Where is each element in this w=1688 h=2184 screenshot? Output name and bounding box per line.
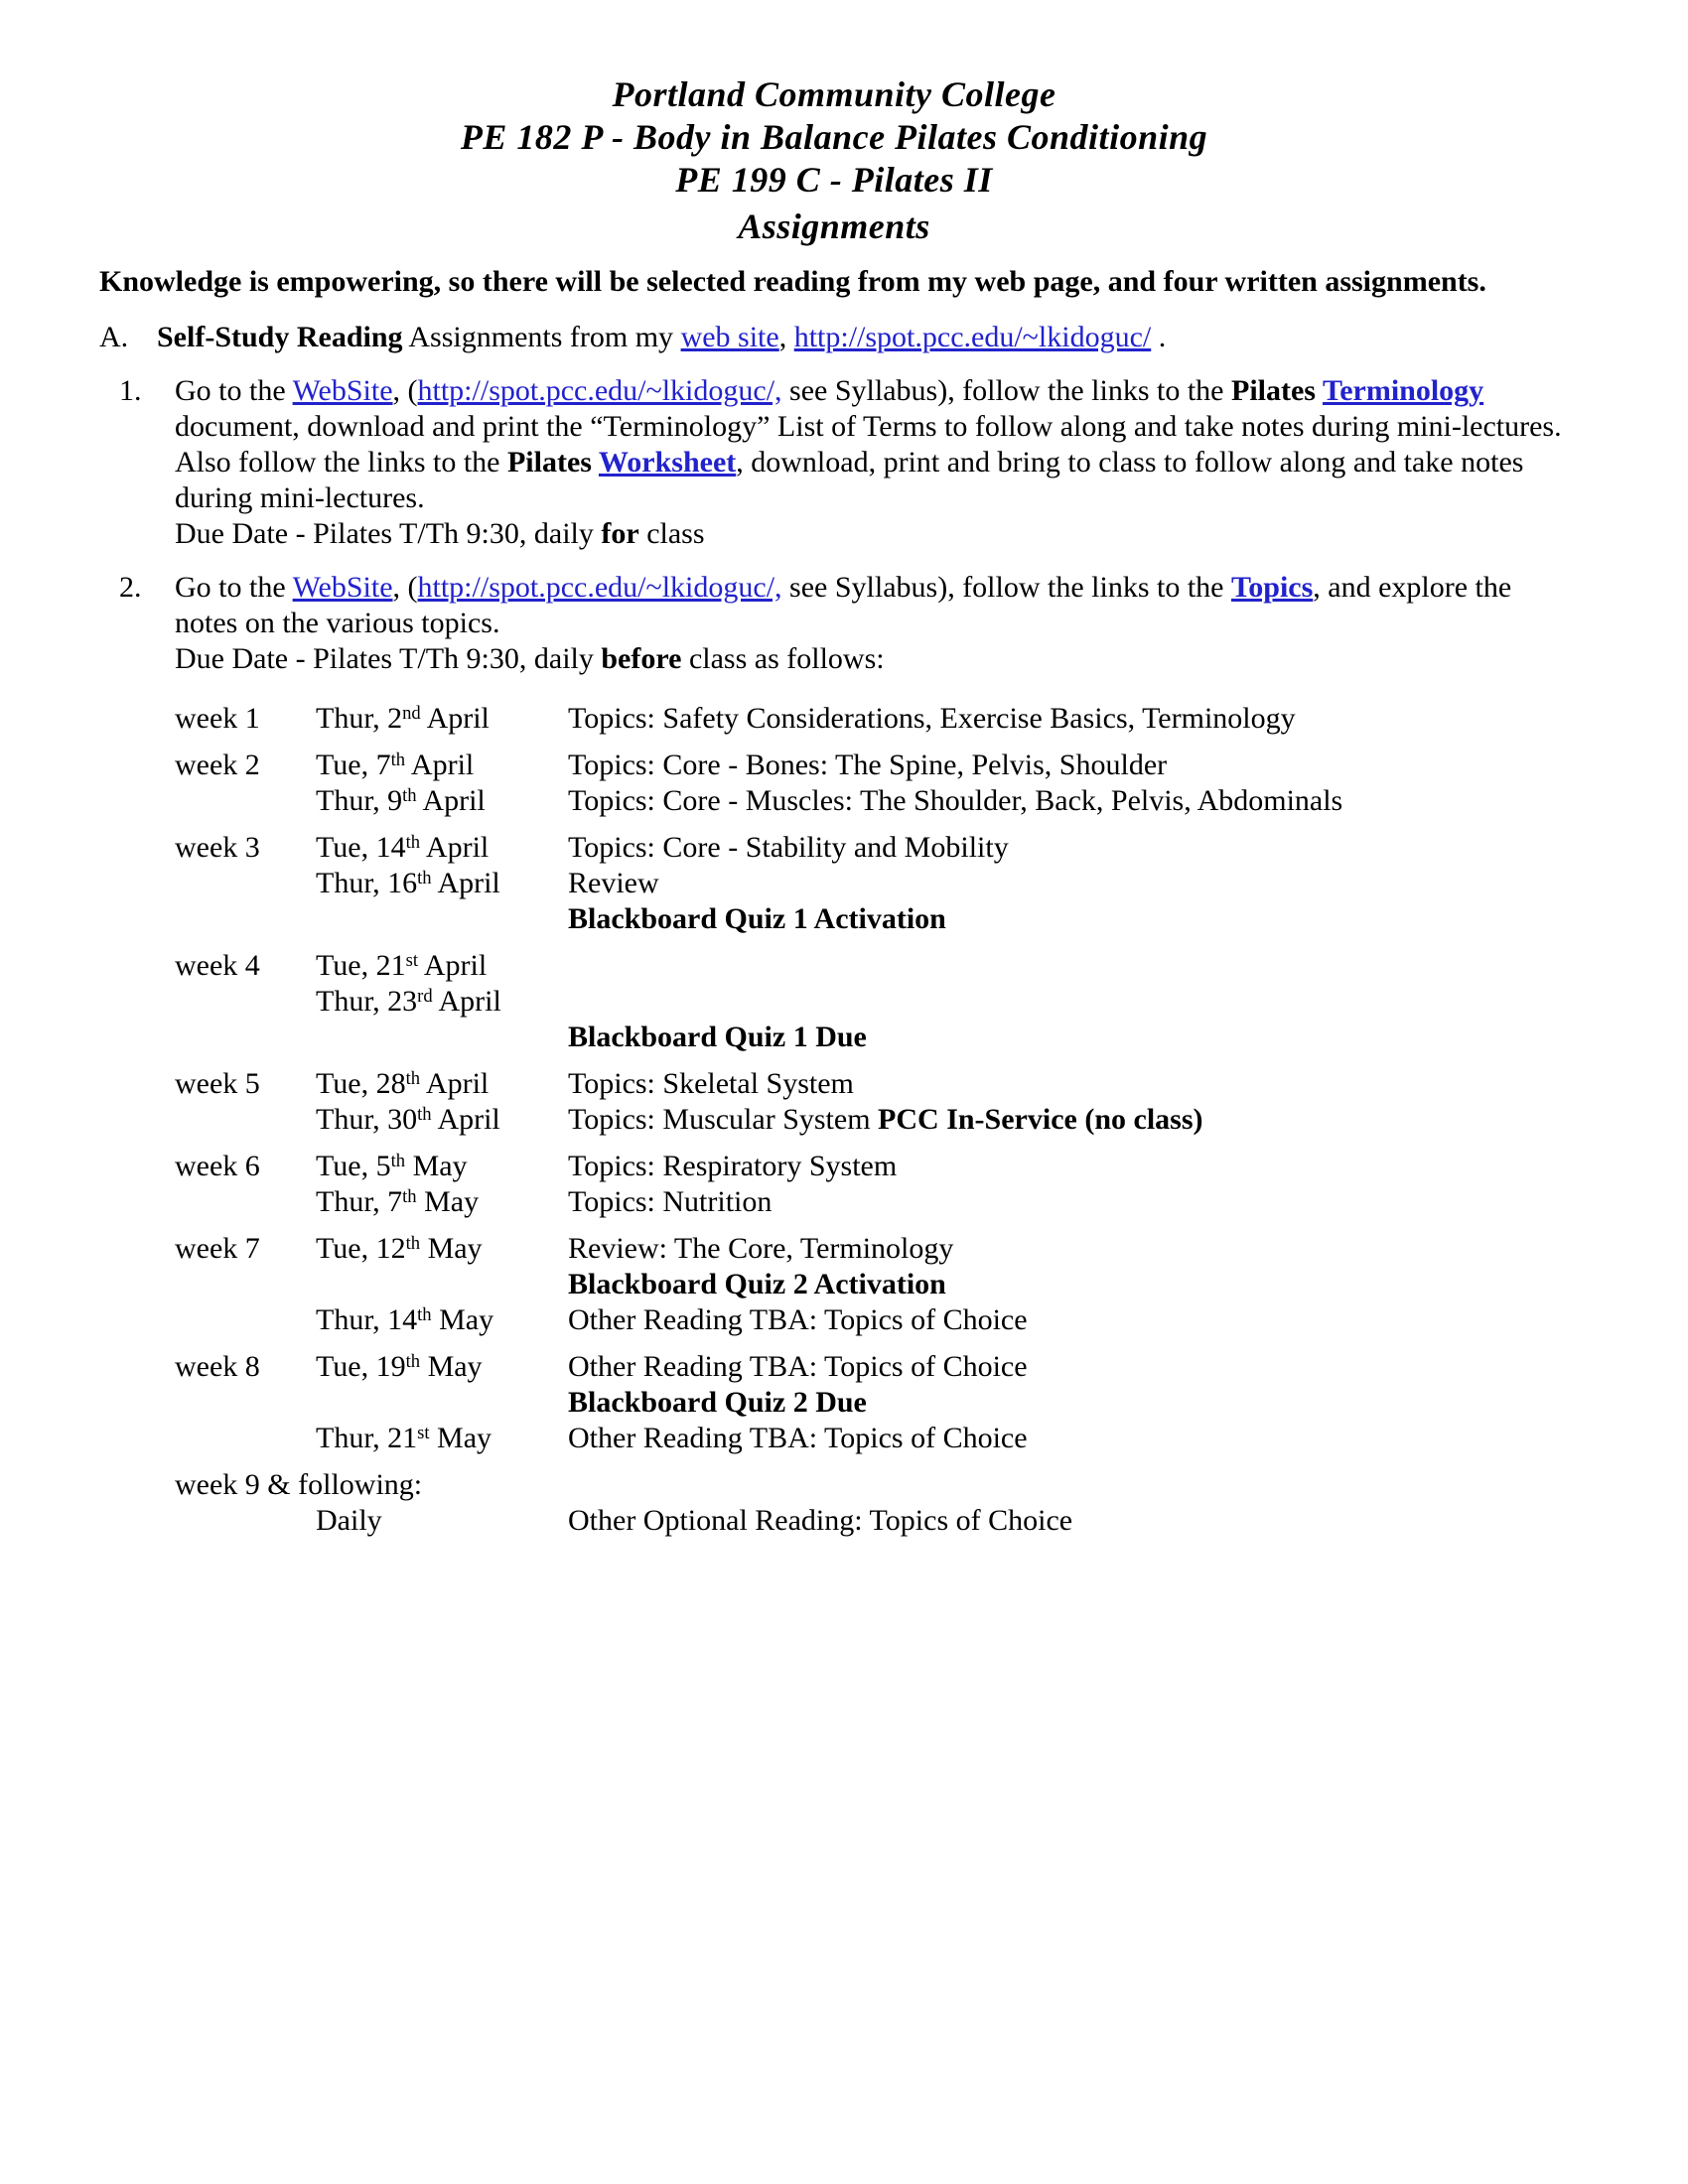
ordinal-superscript: th — [405, 831, 421, 853]
text-run: April — [431, 867, 500, 899]
schedule-line — [175, 1149, 1569, 1184]
schedule-line — [175, 984, 1569, 1020]
text-run: May — [431, 1303, 494, 1336]
list-item-2 — [99, 570, 1569, 677]
text-run: Thur, 30 — [316, 1103, 418, 1136]
class-topics — [568, 1066, 1569, 1102]
text-run: Tue, 19 — [316, 1350, 406, 1383]
text-run: , and explore the notes on the various topics. — [175, 571, 1512, 639]
text-run: Due Date - Pilates T/Th 9:30, daily — [175, 642, 602, 675]
class-topics — [568, 783, 1569, 819]
class-topics — [568, 1231, 1569, 1267]
text-run: Pilates — [1231, 374, 1323, 407]
class-date — [316, 1421, 568, 1456]
hyperlink[interactable]: http://spot.pcc.edu/~lkidoguc/, — [417, 571, 782, 604]
class-topics — [568, 1302, 1569, 1338]
text-run: May — [405, 1150, 468, 1182]
text-run: April — [432, 985, 501, 1018]
class-date — [316, 1503, 568, 1539]
intro-paragraph: Knowledge is empowering, so there will be selected reading from my web page, and four written assignments. — [99, 265, 1486, 298]
hyperlink[interactable]: Terminology — [1322, 374, 1484, 407]
text-run: before — [601, 642, 682, 675]
text-run: Topics: Muscular System — [568, 1103, 879, 1136]
text-run: April — [418, 949, 488, 982]
text-run: Topics: Core - Muscles: The Shoulder, Back, Pelvis, Abdominals — [568, 784, 1343, 817]
text-run: Other Reading TBA: Topics of Choice — [568, 1303, 1028, 1336]
ordinal-superscript: th — [402, 1185, 417, 1207]
hyperlink[interactable]: WebSite — [292, 374, 393, 407]
class-topics — [568, 1149, 1569, 1184]
quiz-milestone — [568, 1020, 1569, 1055]
text-run: Topics: Safety Considerations, Exercise Basics, Terminology — [568, 702, 1296, 735]
ordinal-superscript: st — [405, 949, 418, 971]
class-date — [316, 1102, 568, 1138]
schedule-line — [175, 1467, 1569, 1503]
hyperlink[interactable]: web site — [680, 321, 779, 353]
text-run: see Syllabus), follow the links to the — [781, 374, 1231, 407]
text-run: April — [420, 831, 490, 864]
week-label: week 8 — [175, 1350, 260, 1383]
text-run: class — [638, 517, 705, 550]
text-run: Daily — [316, 1504, 382, 1537]
text-run: PCC In-Service (no class) — [878, 1103, 1203, 1136]
schedule-week-5 — [175, 1066, 1569, 1138]
class-topics — [568, 948, 1569, 984]
week-label — [175, 866, 316, 901]
ordinal-superscript: nd — [402, 702, 421, 724]
ordinal-superscript: th — [390, 749, 406, 770]
text-run: see Syllabus), follow the links to the — [781, 571, 1231, 604]
class-date — [316, 1349, 568, 1385]
week-label — [175, 783, 316, 819]
ordinal-superscript: rd — [417, 985, 433, 1007]
text-run: Topics: Nutrition — [568, 1185, 773, 1218]
text-run: April — [420, 1067, 490, 1100]
week-label: week 3 — [175, 831, 260, 864]
class-topics — [568, 701, 1569, 737]
class-date — [316, 1302, 568, 1338]
text-run: Tue, 12 — [316, 1232, 406, 1265]
document-header — [99, 73, 1569, 248]
reading-schedule — [175, 701, 1569, 1539]
week-label: week 6 — [175, 1150, 260, 1182]
college-name: Portland Community College — [612, 74, 1056, 114]
schedule-line — [175, 1184, 1569, 1220]
schedule-line — [175, 783, 1569, 819]
class-date — [316, 901, 568, 937]
week-label — [175, 1421, 316, 1456]
class-date — [316, 830, 568, 866]
text-run: , — [778, 321, 794, 353]
text-run: Topics: Core - Stability and Mobility — [568, 831, 1009, 864]
class-topics — [568, 1184, 1569, 1220]
schedule-line — [175, 1231, 1569, 1267]
week-label: week 4 — [175, 949, 260, 982]
class-topics — [568, 1503, 1569, 1539]
schedule-line — [175, 1267, 1569, 1302]
schedule-line — [175, 830, 1569, 866]
quiz-milestone — [568, 1267, 1569, 1302]
ordinal-superscript: th — [405, 1067, 421, 1089]
class-date — [316, 1184, 568, 1220]
text-run: Go to the — [175, 374, 293, 407]
week-label — [175, 1020, 316, 1055]
class-topics — [568, 1349, 1569, 1385]
text-run: April — [420, 702, 490, 735]
text-run: May — [416, 1185, 480, 1218]
class-topics — [568, 748, 1569, 783]
schedule-line — [175, 901, 1569, 937]
schedule-line — [175, 1102, 1569, 1138]
assignments-heading: Assignments — [738, 206, 930, 246]
text-run: Topics: Skeletal System — [568, 1067, 854, 1100]
week-label — [175, 1102, 316, 1138]
text-run: Tue, 28 — [316, 1067, 406, 1100]
schedule-line — [175, 1349, 1569, 1385]
course-title-pe199: PE 199 C - Pilates II — [675, 160, 993, 200]
text-run: Pilates — [506, 446, 599, 478]
text-run: Blackboard Quiz 1 Activation — [568, 902, 946, 935]
week-label — [175, 1184, 316, 1220]
hyperlink[interactable]: http://spot.pcc.edu/~lkidoguc/, — [417, 374, 782, 407]
schedule-line — [175, 1385, 1569, 1421]
text-run: , download, print and bring to class to follow along and take notes during mini-lectures. — [175, 446, 1524, 514]
hyperlink[interactable]: Topics — [1231, 571, 1314, 604]
week-label — [175, 984, 316, 1020]
text-run: Tue, 21 — [316, 949, 406, 982]
text-run: Thur, 21 — [316, 1422, 418, 1454]
week-label: week 7 — [175, 1232, 260, 1265]
hyperlink[interactable]: Worksheet — [598, 446, 737, 478]
text-run: April — [405, 749, 475, 781]
list-item-1-number: 1. — [119, 374, 142, 407]
class-date — [316, 1231, 568, 1267]
schedule-week-2 — [175, 748, 1569, 819]
text-run: Thur, 7 — [316, 1185, 403, 1218]
list-item-1-text — [175, 373, 1569, 516]
text-run: , ( — [392, 374, 418, 407]
class-date — [316, 701, 568, 737]
text-run: Thur, 16 — [316, 867, 418, 899]
schedule-line — [175, 748, 1569, 783]
quiz-milestone — [568, 1385, 1569, 1421]
class-date — [316, 984, 568, 1020]
text-run: Other Reading TBA: Topics of Choice — [568, 1422, 1028, 1454]
schedule-week-4 — [175, 948, 1569, 1055]
schedule-line — [175, 948, 1569, 984]
class-topics — [568, 830, 1569, 866]
hyperlink[interactable]: WebSite — [292, 571, 393, 604]
text-run: May — [429, 1422, 492, 1454]
text-run: Tue, 14 — [316, 831, 406, 864]
section-a — [99, 320, 1569, 355]
class-date — [316, 1149, 568, 1184]
schedule-week-6 — [175, 1149, 1569, 1220]
ordinal-superscript: th — [390, 1150, 406, 1171]
ordinal-superscript: th — [405, 1232, 421, 1254]
text-run: Review: The Core, Terminology — [568, 1232, 954, 1265]
list-item-2-text — [175, 570, 1569, 641]
class-date — [316, 948, 568, 984]
text-run: , ( — [392, 571, 418, 604]
week-label: week 2 — [175, 749, 260, 781]
list-item-2-number: 2. — [119, 571, 142, 604]
class-date — [316, 1467, 568, 1503]
schedule-line — [175, 1020, 1569, 1055]
class-topics — [568, 866, 1569, 901]
class-date — [316, 783, 568, 819]
schedule-line — [175, 701, 1569, 737]
text-run: for — [601, 517, 639, 550]
section-a-label: A. — [99, 321, 129, 353]
week-label — [175, 1503, 316, 1539]
text-run: Other Reading TBA: Topics of Choice — [568, 1350, 1028, 1383]
class-topics — [568, 1467, 1569, 1503]
ordinal-superscript: th — [417, 1303, 432, 1325]
text-run: Thur, 23 — [316, 985, 418, 1018]
text-run: April — [416, 784, 486, 817]
text-run: Self-Study Reading — [157, 321, 403, 353]
ordinal-superscript: st — [417, 1422, 430, 1443]
schedule-week-1 — [175, 701, 1569, 737]
schedule-line — [175, 1302, 1569, 1338]
text-run: Review — [568, 867, 659, 899]
text-run: Topics: Respiratory System — [568, 1150, 898, 1182]
text-run: Assignments from my — [402, 321, 681, 353]
week-label — [175, 1267, 316, 1302]
text-run: April — [431, 1103, 500, 1136]
text-run: Blackboard Quiz 2 Due — [568, 1386, 867, 1419]
class-date — [316, 748, 568, 783]
text-run: . — [1151, 321, 1167, 353]
schedule-week-9 — [175, 1467, 1569, 1539]
ordinal-superscript: th — [405, 1350, 421, 1372]
week-label — [175, 1385, 316, 1421]
list-item-1-due-date — [175, 516, 1569, 552]
text-run: Thur, 9 — [316, 784, 403, 817]
text-run: Thur, 2 — [316, 702, 403, 735]
text-run: Blackboard Quiz 2 Activation — [568, 1268, 946, 1300]
class-topics — [568, 1102, 1569, 1138]
schedule-line — [175, 1503, 1569, 1539]
ordinal-superscript: th — [417, 1103, 432, 1125]
text-run: Tue, 5 — [316, 1150, 391, 1182]
list-item-1 — [99, 373, 1569, 552]
list-item-2-due-date — [175, 641, 1569, 677]
text-run: Tue, 7 — [316, 749, 391, 781]
schedule-week-7 — [175, 1231, 1569, 1338]
class-date — [316, 1020, 568, 1055]
text-run: Go to the — [175, 571, 293, 604]
hyperlink[interactable]: http://spot.pcc.edu/~lkidoguc/ — [793, 321, 1152, 353]
section-a-text — [157, 320, 1166, 355]
class-date — [316, 1385, 568, 1421]
week-label — [175, 1302, 316, 1338]
text-run: Thur, 14 — [316, 1303, 418, 1336]
text-run: Due Date - Pilates T/Th 9:30, daily — [175, 517, 602, 550]
class-date — [316, 866, 568, 901]
text-run: class as follows: — [681, 642, 885, 675]
text-run: document, download and print the “Terminology” List of Terms to follow along and take notes during mini-lectures. Also follow the links to the — [175, 410, 1562, 478]
schedule-line — [175, 1066, 1569, 1102]
text-run: May — [420, 1232, 483, 1265]
ordinal-superscript: th — [402, 784, 417, 806]
schedule-line — [175, 866, 1569, 901]
course-title-pe182: PE 182 P - Body in Balance Pilates Conditioning — [460, 117, 1208, 157]
class-date — [316, 1267, 568, 1302]
class-date — [316, 1066, 568, 1102]
schedule-line — [175, 1421, 1569, 1456]
week-label: week 1 — [175, 702, 260, 735]
class-topics — [568, 984, 1569, 1020]
week-label — [175, 901, 316, 937]
schedule-week-8 — [175, 1349, 1569, 1456]
week-label: week 5 — [175, 1067, 260, 1100]
text-run: Topics: Core - Bones: The Spine, Pelvis, Shoulder — [568, 749, 1168, 781]
schedule-week-3 — [175, 830, 1569, 937]
ordinal-superscript: th — [417, 867, 432, 888]
quiz-milestone — [568, 901, 1569, 937]
week-label: week 9 & following: — [175, 1468, 423, 1501]
text-run: Blackboard Quiz 1 Due — [568, 1021, 867, 1053]
text-run: Other Optional Reading: Topics of Choice — [568, 1504, 1073, 1537]
class-topics — [568, 1421, 1569, 1456]
text-run: May — [420, 1350, 483, 1383]
